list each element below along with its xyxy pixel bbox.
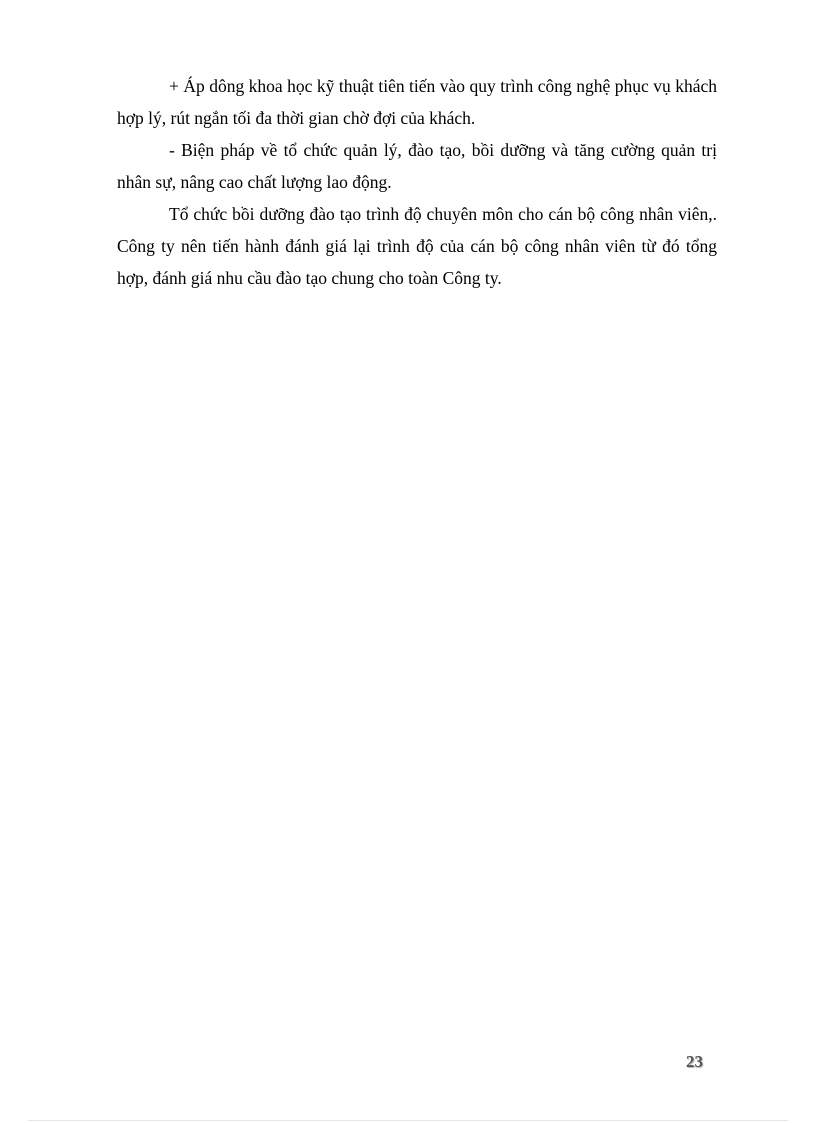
page-number: 23 xyxy=(686,1052,703,1071)
paragraph-management: - Biện pháp về tổ chức quản lý, đào tạo, bồi dưỡng và tăng cường quản trị nhân sự, nâng cao chất lượng lao động. xyxy=(117,140,717,192)
paragraph-training: Tổ chức bồi dưỡng đào tạo trình độ chuyên môn cho cán bộ công nhân viên,. Công ty nên tiến hành đánh giá lại trình độ của cán bộ công nhân viên từ đó tổng hợp, đánh giá nhu cầu đào tạo chung cho toàn Công ty. xyxy=(117,204,717,288)
page-bottom-divider xyxy=(28,1120,788,1121)
paragraph-technology: + Áp dông khoa học kỹ thuật tiên tiến vào quy trình công nghệ phục vụ khách hợp lý, rút ngắn tối đa thời gian chờ đợi của khách. xyxy=(117,76,717,128)
document-body xyxy=(117,70,717,294)
